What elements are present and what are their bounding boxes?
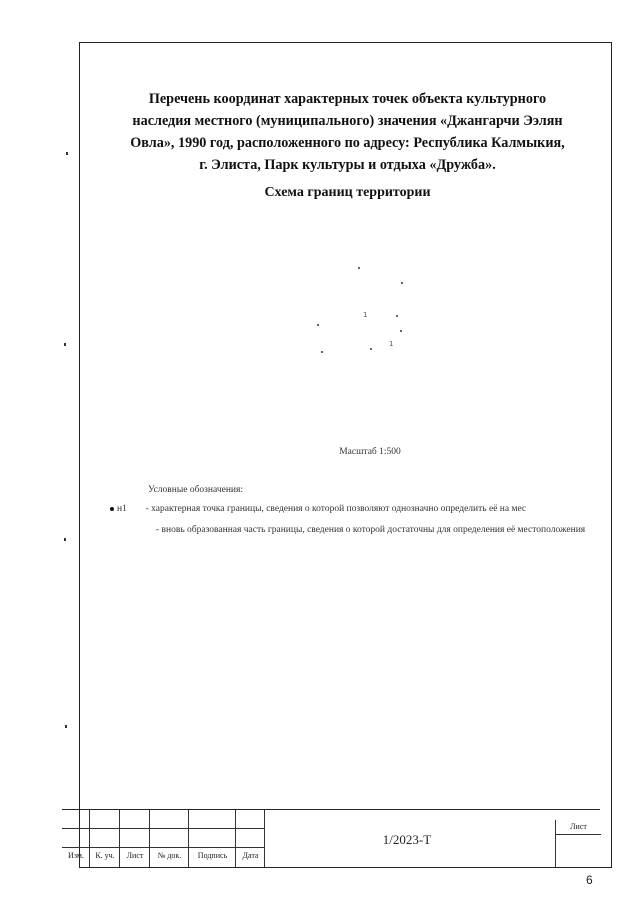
- legend-item-boundary: - вновь образованная часть границы, сведения о которой достаточны для определения её местоположения: [156, 525, 586, 535]
- sheet-box: [555, 820, 601, 867]
- point-marker-icon: [110, 507, 114, 511]
- title-line: Перечень координат характерных точек объекта культурного: [148, 91, 547, 107]
- legend-marker-label: н1: [117, 504, 127, 514]
- boundary-point: [396, 315, 398, 317]
- title-line: Овла», 1990 год, расположенного по адресу: Республика Калмыкия,: [130, 135, 565, 151]
- boundary-scheme: [300, 255, 420, 365]
- stamp-cell: [150, 829, 189, 848]
- stamp-cell: [236, 810, 265, 829]
- stamp-label-signature: Подпись: [197, 851, 228, 860]
- stamp-cell: [62, 810, 90, 829]
- stamp-label-change: Изм.: [68, 851, 84, 860]
- stamp-cell: [62, 829, 90, 848]
- margin-mark: [64, 343, 66, 346]
- margin-mark: [65, 725, 67, 728]
- scheme-label: 1: [389, 340, 394, 348]
- boundary-point: [370, 348, 372, 350]
- boundary-point: [358, 267, 360, 269]
- stamp-label-count: К. уч.: [95, 851, 115, 860]
- stamp-cell: [120, 829, 150, 848]
- scheme-label: 1: [363, 311, 368, 319]
- legend-item-text: - характерная точка границы, сведения о которой позволяют однозначно определить её на мес: [145, 504, 527, 514]
- stamp-label-doc-number: № док.: [157, 851, 182, 860]
- margin-mark: [66, 152, 68, 155]
- boundary-point: [317, 324, 319, 326]
- margin-mark: [64, 538, 66, 541]
- stamp-cell: [189, 810, 236, 829]
- legend-item-point: [110, 503, 600, 515]
- title-line: г. Элиста, Парк культуры и отдыха «Дружба».: [199, 157, 496, 173]
- boundary-point: [321, 351, 323, 353]
- stamp-label-date: Дата: [242, 851, 259, 860]
- scheme-title: Схема границ территории: [264, 185, 431, 200]
- stamp-cell: [90, 810, 120, 829]
- document-number: 1/2023-Т: [382, 832, 432, 847]
- stamp-cell: [120, 810, 150, 829]
- title-line: наследия местного (муниципального) значения «Джангарчи Ээлян: [132, 113, 563, 129]
- sheet-divider: [556, 834, 601, 835]
- stamp-cell: [150, 810, 189, 829]
- boundary-point: [401, 282, 403, 284]
- page-number: 6: [586, 873, 593, 887]
- stamp-cell: [236, 829, 265, 848]
- legend-title: Условные обозначения:: [148, 485, 244, 495]
- sheet-label: Лист: [570, 822, 587, 831]
- stamp-cell: [90, 829, 120, 848]
- boundary-point: [400, 330, 402, 332]
- stamp-label-sheet: Лист: [126, 851, 144, 860]
- title-block: [62, 809, 600, 867]
- scale-label: Масштаб 1:500: [339, 447, 401, 457]
- document-title: [95, 88, 600, 176]
- stamp-cell: [189, 829, 236, 848]
